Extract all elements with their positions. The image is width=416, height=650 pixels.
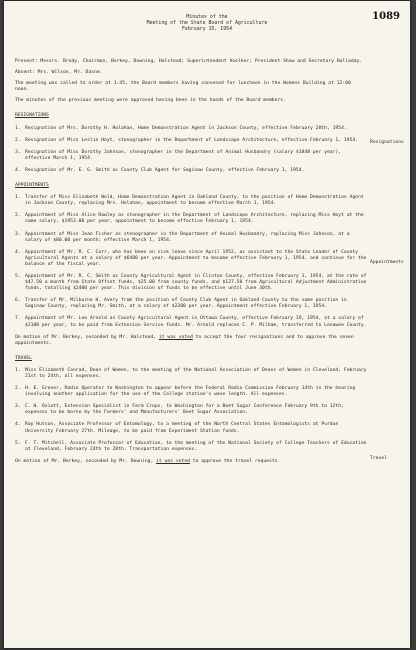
minutes-body — [15, 59, 367, 470]
list-item — [15, 168, 367, 174]
item-number: 7. — [15, 316, 21, 322]
item-number: 2. — [15, 213, 21, 219]
item-number: 3. — [15, 149, 21, 155]
item-text: H. E. Grover, Radio Operator to Washington to appear before the Federal Radio Commission February 14th in the hearing involving another application for the use of the College station's wave length. All expenses. — [25, 386, 356, 398]
minutes-page — [4, 1, 410, 648]
present-paragraph: Present: Messrs. Brody, Chairman, Berkey, Downing, Halstead; Superintendent Voelker; President Shaw and Secretary Halladay. — [15, 59, 363, 64]
list-item — [15, 441, 367, 453]
list-item — [15, 138, 367, 144]
header-title: Minutes of the — [186, 14, 228, 20]
document-header — [4, 14, 410, 33]
item-text: Resignation of Miss Leslie Hoyt, stenographer in the Department of Landscape Architecture, effective February 1, 1954. — [25, 137, 359, 143]
item-text: Resignation of Miss Dorothy Johnson, stenographer in the Department of Animal Husbandry (salary $1848 per year), effective March 1, 1954. — [25, 149, 342, 161]
list-item — [15, 368, 367, 380]
list-item — [15, 422, 367, 434]
item-text: Appointment of Miss Alice Rawley as stenographer in the Department of Landscape Architecture, replacing Miss Hoyt at the same salary, $1953.00 per year, appointment to become effective February 1, 1954. — [25, 213, 364, 225]
item-number: 5. — [15, 440, 21, 446]
item-text: F. T. Mitchell, Associate Professor of Education, to the meeting of the National Society of College Teachers of Education at Cleveland, February 24th to 28th. Transportation expenses. — [25, 440, 367, 452]
motion-text: On motion of Mr. Berkey, seconded by Mr. Downing, — [15, 458, 157, 464]
item-text: Ray Hutson, Associate Professor of Entomology, to a meeting of the North Central States Entomologists at Purdue University February 27th. Mileage, to be paid from Experiment Station funds. — [25, 422, 339, 434]
item-number: 3. — [15, 404, 21, 410]
item-number: 1. — [15, 367, 21, 373]
item-text: Appointment of Mr. R. C. Carr, who has been on sick leave since April 1952, as assistant to the State Leader of County Agricultural Agents at a salary of $6400 per year. Appointment to become effective February 1, 1954, and continue for the balance of the fiscal year. — [25, 249, 367, 267]
item-number: 6. — [15, 298, 21, 304]
margin-note-travel: Travel — [370, 456, 387, 461]
voted-phrase: it was voted — [156, 458, 190, 464]
appointments-list — [15, 195, 367, 329]
resignations-list — [15, 126, 367, 174]
item-text: Transfer of Mr. Milburne H. Avery from the position of County Club Agent in Oakland County to the same position in Saginaw County, replacing Mr. Smith, at a salary of $2200 per year. Appointment effective February 1, 1954. — [25, 298, 347, 310]
margin-note-appointments: Appointments — [370, 260, 404, 265]
list-item — [15, 150, 367, 162]
appointments-heading: APPOINTMENTS — [15, 183, 49, 189]
resignations-heading: RESIGNATIONS — [15, 113, 49, 119]
motion-text: On motion of Mr. Berkey, seconded by Mr. Halstead, — [15, 334, 159, 340]
list-item — [15, 126, 367, 132]
list-item — [15, 298, 367, 310]
item-text: Miss Elizabeth Conrad, Dean of Women, to the meeting of the National Association of Deans of Women in Cleveland, February 21st to 24th, all expenses. — [25, 367, 367, 379]
item-number: 2. — [15, 137, 21, 143]
item-number: 2. — [15, 386, 21, 392]
item-number: 5. — [15, 273, 21, 279]
voted-phrase: it was voted — [158, 334, 193, 340]
item-text: C. H. Oviatt, Extension Specialist in Farm Crops, to Washington for a Beet Sugar Conference February 9th to 12th; expenses to be borne by the Farmers' and Manufacturers' Beet Sugar Association. — [25, 404, 344, 416]
travel-heading: TRAVEL — [15, 355, 32, 361]
item-text: Appointment of Miss Jean Fisher as stenographer in the Department of Animal Husbandry, replacing Miss Johnson, at a salary of $80.00 per month; effective March 1, 1954. — [25, 231, 350, 243]
item-text: Appointment of Mr. Leo Arnold as County Agricultural Agent in Ottawa County, effective February 19, 1954, at a salary of $2100 per year, to be paid from Extension Service funds. Mr. Arnold replaces C. P. Milham, transferred to Lenawee County. — [25, 316, 367, 328]
item-text: Appointment of Mr. R. C. Smith as County Agricultural Agent in Clinton County, effective February 1, 1954, at the rate of $47.50 a month from State Offset funds, $25.00 from county funds, and $127.50 from Agricultural Adjustment Administration funds, totalling $2400 per year. This division of funds to be effective until June 30th. — [25, 273, 367, 292]
motion-paragraph — [15, 335, 367, 347]
item-text: Resignation of Mr. E. G. Smith as County Club Agent for Saginaw County, effective February 1, 1954. — [25, 167, 305, 173]
call-to-order-paragraph: The meeting was called to order at 1:45, the Board members having convened for luncheon in the Womens Building at 12:00 noon. — [15, 81, 351, 93]
item-text: Resignation of Mrs. Dorothy H. Holahan, Home Demonstration Agent in Jackson County, effective February 28th, 1954. — [25, 125, 347, 131]
item-number: 1. — [15, 195, 21, 201]
list-item — [15, 195, 367, 207]
margin-note-resignations: Resignations — [370, 140, 404, 145]
item-text: Transfer of Miss Elizabeth Weld, Home Demonstration Agent in Oakland County, to the position of Home Demonstration Agent in Jackson County, replacing Mrs. Holahan, appointment to become effective March 1, 1954. — [25, 195, 364, 207]
header-date: February 15, 1954 — [181, 26, 233, 33]
item-number: 3. — [15, 231, 21, 237]
list-item — [15, 386, 367, 398]
motion-text: to approve the travel requests. — [189, 458, 281, 464]
item-number: 4. — [15, 249, 21, 255]
item-number: 1. — [15, 125, 21, 131]
page-number: 1089 — [372, 11, 400, 22]
motion-paragraph — [15, 459, 367, 465]
list-item — [15, 274, 367, 292]
list-item — [15, 404, 367, 416]
travel-list — [15, 368, 367, 453]
header-subtitle: Meeting of the State Board of Agriculture — [146, 20, 268, 27]
list-item — [15, 316, 367, 328]
list-item — [15, 213, 367, 225]
minutes-approved-paragraph: The minutes of the previous meeting were approved having been in the hands of the Board members. — [15, 98, 286, 104]
list-item — [15, 250, 367, 268]
absent-paragraph: Absent: Mrs. Wilson, Mr. Dasne. — [15, 70, 103, 76]
item-number: 4. — [15, 167, 21, 173]
item-number: 4. — [15, 422, 21, 428]
list-item — [15, 232, 367, 244]
motion-text: to accept the four resignations and to approve the seven appointments. — [15, 334, 354, 346]
